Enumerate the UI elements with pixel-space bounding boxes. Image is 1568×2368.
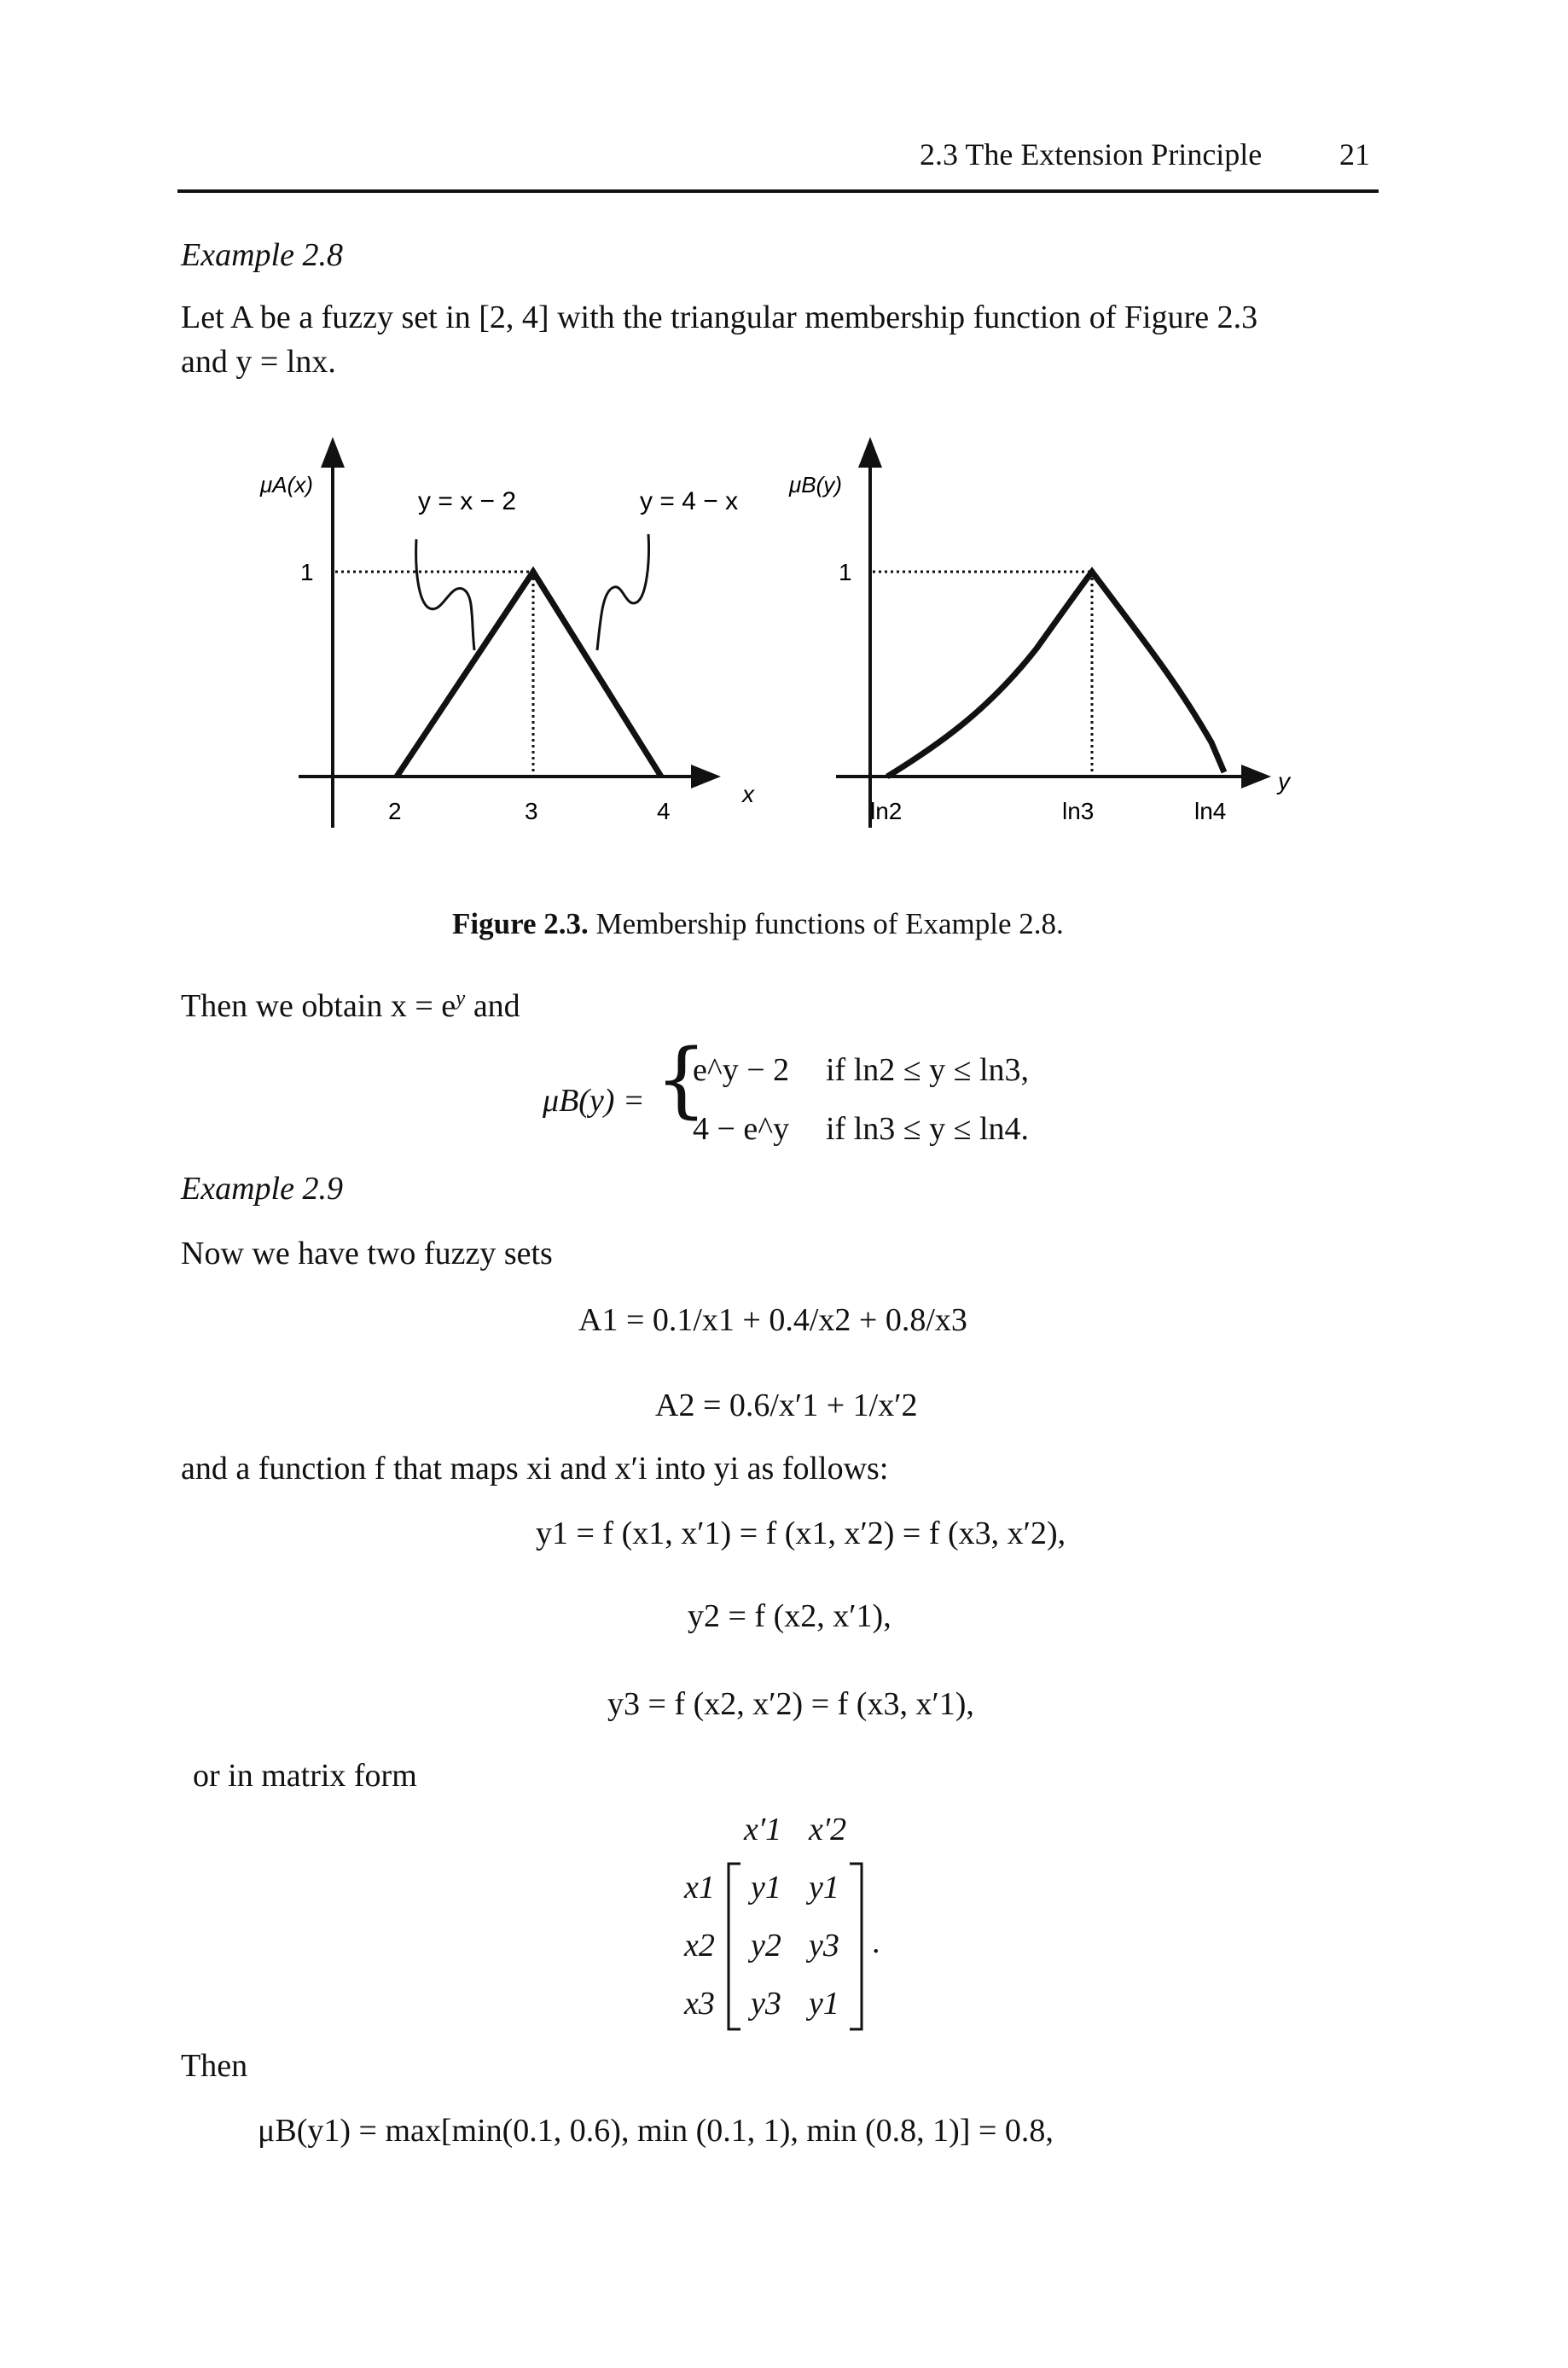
case2-condition: if ln3 ≤ y ≤ ln4. (826, 1111, 1030, 1147)
example-2-8-heading: Example 2.8 (181, 237, 343, 273)
matrix-col-header-2: x′2 (809, 1812, 847, 1847)
y1-equation: y1 = f (x1, x′1) = f (x1, x′2) = f (x3, x′2), (536, 1516, 1066, 1551)
matrix-col-header-1: x′1 (744, 1812, 782, 1847)
y2-equation: y2 = f (x2, x′1), (688, 1598, 891, 1634)
figure-caption-label: Figure 2.3. (452, 907, 589, 940)
running-header: 2.3 The Extension Principle (920, 137, 1263, 172)
figure-2-3 (239, 427, 1348, 870)
left-y-label: μA(x) (260, 472, 313, 497)
matrix-cell: y3 (751, 1986, 781, 2022)
fuzzy-set-a2: A2 = 0.6/x′1 + 1/x′2 (655, 1388, 918, 1423)
case1-expr: e^y − 2 (693, 1052, 790, 1088)
matrix-left-bracket (729, 1864, 740, 2029)
example-2-8-intro-line2: and y = lnx. (181, 344, 336, 380)
matrix-brackets (725, 1862, 870, 2033)
then-obtain-line (181, 984, 520, 1028)
then-obtain-prefix: Then we obtain x = e (181, 988, 456, 1024)
left-tick-4: 4 (657, 798, 671, 824)
left-tick-2: 2 (388, 798, 402, 824)
matrix-trailing-period: . (872, 1924, 880, 1960)
left-branch-label: y = x − 2 (418, 487, 517, 515)
right-x-arrow (1241, 765, 1271, 788)
left-x-label: x (742, 781, 754, 807)
matrix-cell: y1 (751, 1870, 781, 1905)
right-branch-pointer (597, 534, 648, 650)
then-obtain-suffix: and (465, 988, 520, 1024)
right-tick-ln2: ln2 (870, 798, 903, 824)
left-y-arrow (321, 437, 345, 468)
matrix-cell: y1 (809, 1986, 839, 2022)
case1-condition: if ln2 ≤ y ≤ ln3, (826, 1052, 1030, 1088)
matrix-right-bracket (850, 1864, 862, 2029)
left-branch-pointer (416, 539, 474, 650)
matrix-intro: or in matrix form (193, 1758, 417, 1794)
then-obtain-exponent: y (456, 986, 466, 1010)
example-2-9-heading: Example 2.9 (181, 1171, 343, 1207)
page-number: 21 (1339, 137, 1370, 172)
matrix-cell: y2 (751, 1928, 781, 1964)
left-one-label: 1 (300, 559, 314, 585)
matrix-cell: y1 (809, 1870, 839, 1905)
matrix-row-header-1: x1 (684, 1870, 715, 1905)
matrix-cell: y3 (809, 1928, 839, 1964)
case2-expr: 4 − e^y (693, 1111, 790, 1147)
example-2-9-intro: Now we have two fuzzy sets (181, 1236, 553, 1271)
right-y-arrow (858, 437, 882, 468)
final-equation: μB(y1) = max[min(0.1, 0.6), min (0.1, 1), min (0.8, 1)] = 0.8, (258, 2113, 1054, 2149)
header-rule (177, 189, 1379, 193)
example-2-8-intro-line1: Let A be a fuzzy set in [2, 4] with the triangular membership function of Figure 2.3 (181, 300, 1258, 335)
then-label: Then (181, 2048, 248, 2084)
right-one-label: 1 (839, 559, 852, 585)
matrix-row-header-3: x3 (684, 1986, 715, 2022)
left-triangle-membership (397, 572, 661, 777)
fuzzy-set-a1: A1 = 0.1/x1 + 0.4/x2 + 0.8/x3 (578, 1302, 967, 1338)
right-y-label: μB(y) (789, 472, 842, 497)
right-x-label: y (1278, 768, 1290, 794)
left-x-arrow (691, 765, 721, 788)
mu-b-lhs: μB(y) = (543, 1083, 645, 1119)
right-tick-ln3: ln3 (1062, 798, 1095, 824)
function-description: and a function f that maps xi and x′i into yi as follows: (181, 1451, 889, 1487)
figure-caption-text: Membership functions of Example 2.8. (588, 907, 1064, 940)
right-membership-curve (887, 572, 1224, 777)
matrix-row-header-2: x2 (684, 1928, 715, 1964)
piecewise-brace: { (655, 1032, 708, 1127)
y3-equation: y3 = f (x2, x′2) = f (x3, x′1), (607, 1686, 974, 1722)
right-branch-label: y = 4 − x (640, 487, 739, 515)
right-tick-ln4: ln4 (1194, 798, 1227, 824)
left-tick-3: 3 (525, 798, 538, 824)
figure-caption (452, 907, 1064, 941)
